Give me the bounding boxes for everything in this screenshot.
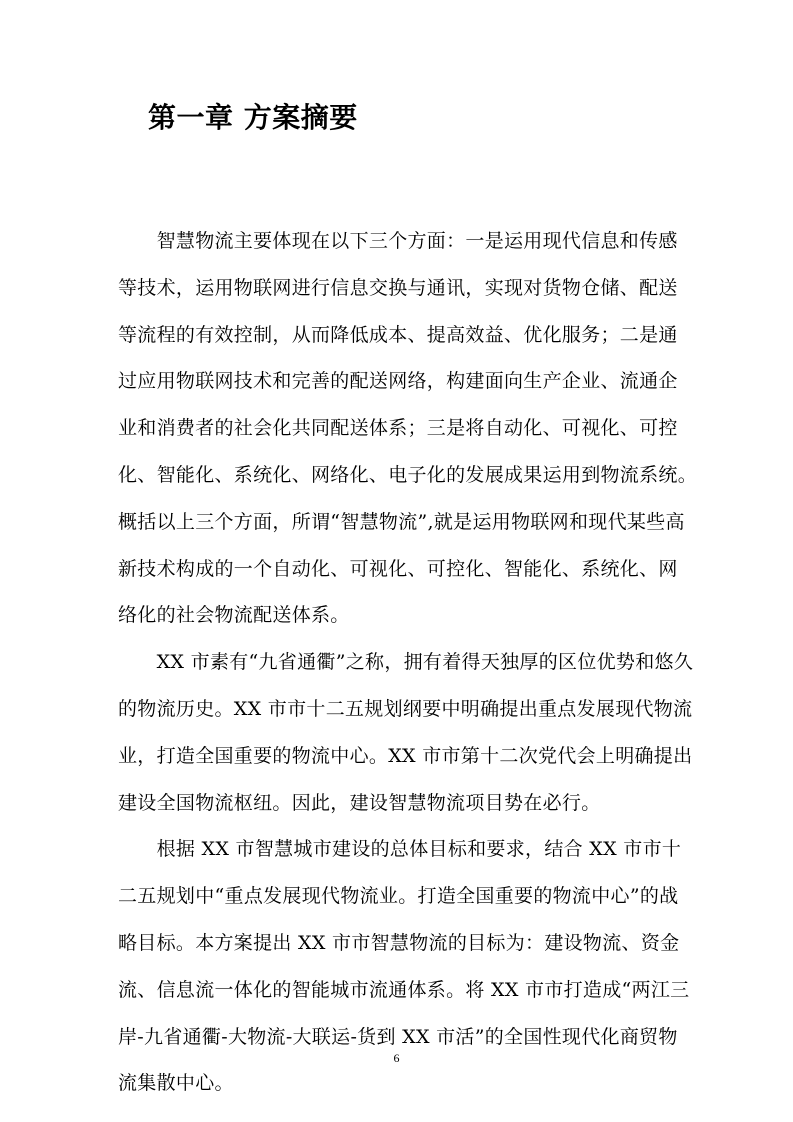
- text-line: 岸-九省通衢-大物流-大联运-货到 XX 市活”的全国性现代化商贸物: [118, 1025, 678, 1048]
- text-line: 略目标。本方案提出 XX 市市智慧物流的目标为：建设物流、资金: [118, 931, 680, 954]
- text-line: 过应用物联网技术和完善的配送网络，构建面向生产企业、流通企: [118, 370, 678, 393]
- body-text: [118, 218, 698, 1107]
- chapter-title: 第一章 方案摘要: [148, 101, 358, 134]
- text-line: 新技术构成的一个自动化、可视化、可控化、智能化、系统化、网: [118, 557, 678, 580]
- text-line: XX 市素有“九省通衢”之称，拥有着得天独厚的区位优势和悠久: [118, 651, 694, 674]
- text-line: 概括以上三个方面，所谓“智慧物流”,就是运用物联网和现代某些高: [118, 510, 685, 533]
- text-line: 流集散中心。: [118, 1072, 234, 1095]
- text-line: 等技术，运用物联网进行信息交换与通讯，实现对货物仓储、配送: [118, 276, 678, 299]
- text-line: 的物流历史。XX 市市十二五规划纲要中明确提出重点发展现代物流: [118, 697, 693, 720]
- text-line: 根据 XX 市智慧城市建设的总体目标和要求，结合 XX 市市十: [118, 838, 682, 861]
- text-line: 智慧物流主要体现在以下三个方面：一是运用现代信息和传感: [118, 230, 678, 252]
- text-line: 二五规划中“重点发展现代物流业。打造全国重要的物流中心”的战: [118, 885, 679, 908]
- text-line: 等流程的有效控制，从而降低成本、提高效益、优化服务；二是通: [118, 323, 678, 346]
- paragraph-1: [118, 218, 698, 639]
- text-line: 络化的社会物流配送体系。: [118, 604, 350, 627]
- page-number: 6: [393, 1051, 400, 1065]
- text-line: 业，打造全国重要的物流中心。XX 市市第十二次党代会上明确提出: [118, 744, 693, 767]
- text-line: 建设全国物流枢纽。因此，建设智慧物流项目势在必行。: [118, 791, 601, 814]
- text-line: 流、信息流一体化的智能城市流通体系。将 XX 市市打造成“两江三: [118, 978, 690, 1001]
- text-line: 业和消费者的社会化共同配送体系；三是将自动化、可视化、可控: [118, 417, 678, 440]
- paragraph-2: [118, 639, 694, 826]
- text-line: 化、智能化、系统化、网络化、电子化的发展成果运用到物流系统。: [118, 463, 698, 486]
